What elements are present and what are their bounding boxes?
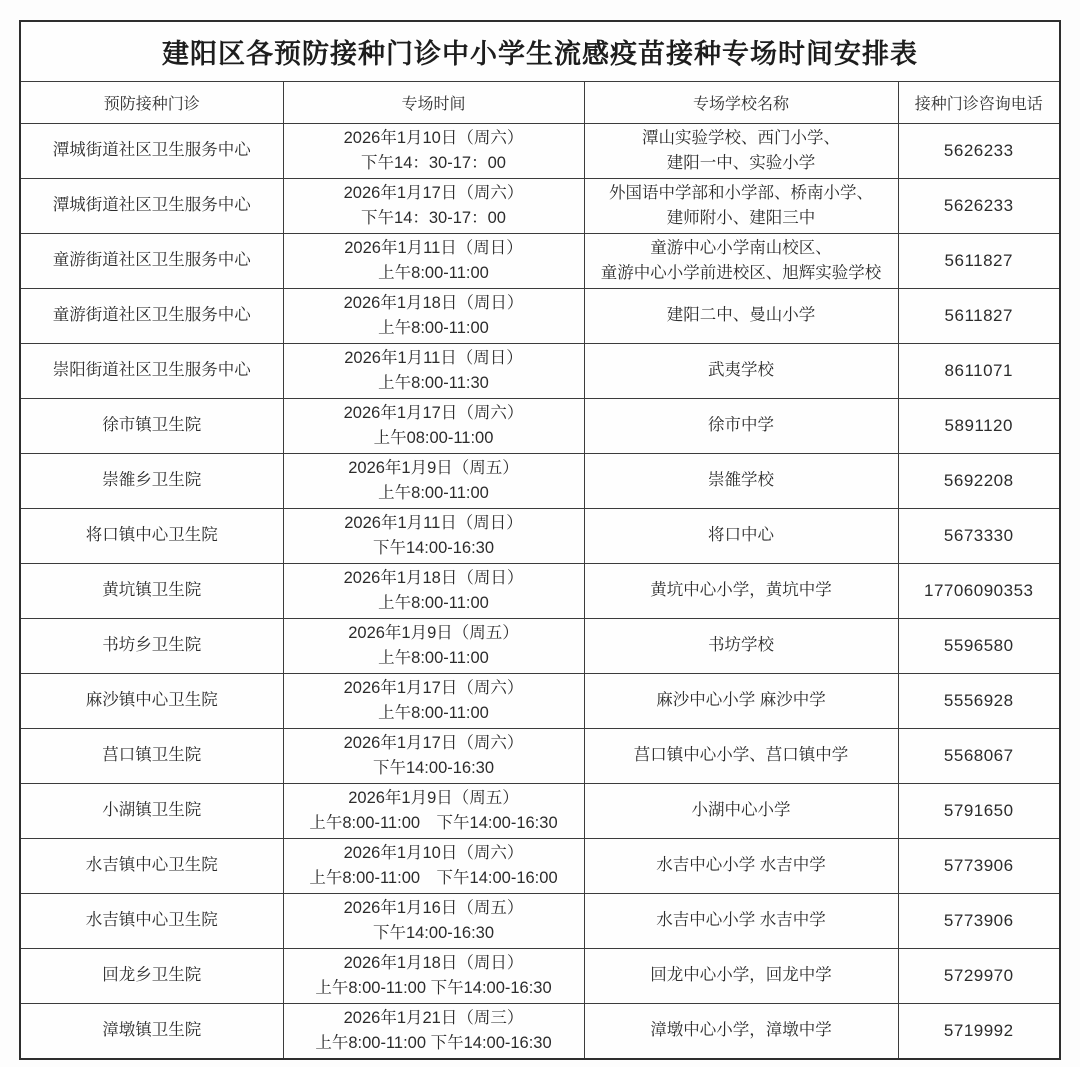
table-row: [20, 453, 1060, 508]
table-row: [20, 838, 1060, 893]
cell-line: 上午8:00-11:00: [378, 648, 489, 667]
clinic-cell: 崇雒乡卫生院: [20, 453, 283, 508]
time-cell: [283, 398, 584, 453]
time-cell: [283, 178, 584, 233]
column-header-phone: 接种门诊咨询电话: [898, 81, 1060, 123]
phone-cell: 5692208: [898, 453, 1060, 508]
clinic-cell: 崇阳街道社区卫生服务中心: [20, 343, 283, 398]
table-row: [20, 508, 1060, 563]
clinic-cell: 黄坑镇卫生院: [20, 563, 283, 618]
phone-cell: 5626233: [898, 178, 1060, 233]
cell-line: 2026年1月17日（周六）: [343, 183, 524, 202]
cell-line: 水吉中心小学 水吉中学: [656, 856, 826, 874]
table-row: [20, 618, 1060, 673]
cell-line: 2026年1月17日（周六）: [343, 678, 524, 697]
cell-line: 上午8:00-11:00 下午14:00-16:00: [309, 868, 558, 887]
phone-cell: 5611827: [898, 288, 1060, 343]
time-cell: [283, 343, 584, 398]
table-body: [20, 123, 1060, 1059]
table-row: [20, 398, 1060, 453]
cell-line: 童游中心小学前进校区、旭辉实验学校: [600, 263, 882, 282]
cell-line: 上午8:00-11:30: [378, 373, 489, 392]
cell-line: 书坊学校: [708, 636, 774, 654]
clinic-cell: 童游街道社区卫生服务中心: [20, 233, 283, 288]
phone-cell: 5626233: [898, 123, 1060, 178]
cell-line: 建阳二中、曼山小学: [666, 306, 816, 324]
cell-line: 潭山实验学校、西门小学、: [642, 128, 840, 147]
time-cell: [283, 673, 584, 728]
cell-line: 2026年1月17日（周六）: [343, 733, 524, 752]
column-header-clinic: 预防接种门诊: [20, 81, 283, 123]
school-cell: [584, 618, 898, 673]
clinic-cell: 将口镇中心卫生院: [20, 508, 283, 563]
clinic-cell: 回龙乡卫生院: [20, 948, 283, 1003]
cell-line: 建师附小、建阳三中: [666, 208, 816, 227]
time-cell: [283, 618, 584, 673]
table-row: [20, 893, 1060, 948]
cell-line: 2026年1月18日（周日）: [343, 953, 524, 972]
cell-line: 上午8:00-11:00: [378, 593, 489, 612]
cell-line: 黄坑中心小学，黄坑中学: [650, 581, 832, 599]
cell-line: 2026年1月17日（周六）: [343, 403, 524, 422]
school-cell: [584, 1003, 898, 1059]
cell-line: 2026年1月9日（周五）: [348, 623, 519, 642]
cell-line: 武夷学校: [708, 361, 774, 379]
phone-cell: 17706090353: [898, 563, 1060, 618]
time-cell: [283, 728, 584, 783]
cell-line: 回龙中心小学，回龙中学: [650, 966, 832, 984]
school-cell: [584, 893, 898, 948]
cell-line: 上午8:00-11:00 下午14:00-16:30: [315, 1033, 552, 1052]
cell-line: 漳墩中心小学，漳墩中学: [650, 1021, 832, 1039]
cell-line: 2026年1月10日（周六）: [343, 128, 524, 147]
time-cell: [283, 1003, 584, 1059]
cell-line: 上午8:00-11:00 下午14:00-16:30: [315, 978, 552, 997]
school-cell: [584, 508, 898, 563]
cell-line: 下午14:00-16:30: [372, 923, 495, 942]
clinic-cell: 小湖镇卫生院: [20, 783, 283, 838]
time-cell: [283, 838, 584, 893]
phone-cell: 8611071: [898, 343, 1060, 398]
school-cell: [584, 233, 898, 288]
school-cell: [584, 453, 898, 508]
time-cell: [283, 948, 584, 1003]
column-header-time: 专场时间: [283, 81, 584, 123]
clinic-cell: 麻沙镇中心卫生院: [20, 673, 283, 728]
cell-line: 2026年1月11日（周日）: [344, 513, 523, 532]
cell-line: 下午14:00-16:30: [372, 538, 495, 557]
cell-line: 2026年1月10日（周六）: [343, 843, 524, 862]
clinic-cell: 水吉镇中心卫生院: [20, 838, 283, 893]
cell-line: 上午08:00-11:00: [373, 428, 494, 447]
school-cell: [584, 563, 898, 618]
school-cell: [584, 783, 898, 838]
phone-cell: 5729970: [898, 948, 1060, 1003]
vaccination-schedule-table: [19, 20, 1061, 1060]
cell-line: 水吉中心小学 水吉中学: [656, 911, 826, 929]
time-cell: [283, 783, 584, 838]
cell-line: 2026年1月16日（周五）: [343, 898, 524, 917]
clinic-cell: 漳墩镇卫生院: [20, 1003, 283, 1059]
phone-cell: 5719992: [898, 1003, 1060, 1059]
time-cell: [283, 233, 584, 288]
cell-line: 下午14：30-17：00: [361, 208, 506, 227]
school-cell: [584, 728, 898, 783]
cell-line: 2026年1月11日（周日）: [344, 348, 523, 367]
cell-line: 下午14：30-17：00: [361, 153, 506, 172]
clinic-cell: 潭城街道社区卫生服务中心: [20, 123, 283, 178]
clinic-cell: 书坊乡卫生院: [20, 618, 283, 673]
time-cell: [283, 508, 584, 563]
cell-line: 上午8:00-11:00: [378, 263, 489, 282]
cell-line: 2026年1月21日（周三）: [343, 1008, 524, 1027]
table-row: [20, 673, 1060, 728]
cell-line: 2026年1月9日（周五）: [348, 458, 519, 477]
cell-line: 建阳一中、实验小学: [666, 153, 816, 172]
cell-line: 莒口镇中心小学、莒口镇中学: [633, 746, 849, 764]
table-title: 建阳区各预防接种门诊中小学生流感疫苗接种专场时间安排表: [20, 21, 1060, 81]
phone-cell: 5596580: [898, 618, 1060, 673]
cell-line: 上午8:00-11:00: [378, 703, 489, 722]
phone-cell: 5556928: [898, 673, 1060, 728]
clinic-cell: 莒口镇卫生院: [20, 728, 283, 783]
cell-line: 麻沙中心小学 麻沙中学: [656, 691, 826, 709]
school-cell: [584, 838, 898, 893]
cell-line: 徐市中学: [708, 416, 774, 434]
phone-cell: 5773906: [898, 838, 1060, 893]
phone-cell: 5891120: [898, 398, 1060, 453]
phone-cell: 5611827: [898, 233, 1060, 288]
time-cell: [283, 453, 584, 508]
cell-line: 崇雒学校: [708, 471, 774, 489]
phone-cell: 5773906: [898, 893, 1060, 948]
school-cell: [584, 123, 898, 178]
school-cell: [584, 398, 898, 453]
table-row: [20, 948, 1060, 1003]
cell-line: 上午8:00-11:00: [378, 318, 489, 337]
title-row: [20, 21, 1060, 81]
cell-line: 童游中心小学南山校区、: [650, 238, 832, 257]
table-row: [20, 288, 1060, 343]
cell-line: 将口中心: [708, 526, 774, 544]
cell-line: 2026年1月11日（周日）: [344, 238, 523, 257]
table-row: [20, 233, 1060, 288]
table-row: [20, 123, 1060, 178]
cell-line: 上午8:00-11:00 下午14:00-16:30: [309, 813, 558, 832]
table-row: [20, 1003, 1060, 1059]
cell-line: 外国语中学部和小学部、桥南小学、: [609, 183, 873, 202]
clinic-cell: 童游街道社区卫生服务中心: [20, 288, 283, 343]
table-row: [20, 343, 1060, 398]
phone-cell: 5673330: [898, 508, 1060, 563]
phone-cell: 5791650: [898, 783, 1060, 838]
cell-line: 下午14:00-16:30: [372, 758, 495, 777]
phone-cell: 5568067: [898, 728, 1060, 783]
time-cell: [283, 288, 584, 343]
school-cell: [584, 673, 898, 728]
table-row: [20, 783, 1060, 838]
school-cell: [584, 948, 898, 1003]
cell-line: 上午8:00-11:00: [378, 483, 489, 502]
time-cell: [283, 563, 584, 618]
table-row: [20, 563, 1060, 618]
cell-line: 2026年1月18日（周日）: [343, 568, 524, 587]
clinic-cell: 徐市镇卫生院: [20, 398, 283, 453]
cell-line: 小湖中心小学: [691, 801, 791, 819]
clinic-cell: 潭城街道社区卫生服务中心: [20, 178, 283, 233]
clinic-cell: 水吉镇中心卫生院: [20, 893, 283, 948]
header-row: [20, 81, 1060, 123]
table-row: [20, 728, 1060, 783]
time-cell: [283, 893, 584, 948]
time-cell: [283, 123, 584, 178]
school-cell: [584, 178, 898, 233]
cell-line: 2026年1月9日（周五）: [348, 788, 519, 807]
table-row: [20, 178, 1060, 233]
column-header-school: 专场学校名称: [584, 81, 898, 123]
school-cell: [584, 288, 898, 343]
cell-line: 2026年1月18日（周日）: [343, 293, 524, 312]
school-cell: [584, 343, 898, 398]
